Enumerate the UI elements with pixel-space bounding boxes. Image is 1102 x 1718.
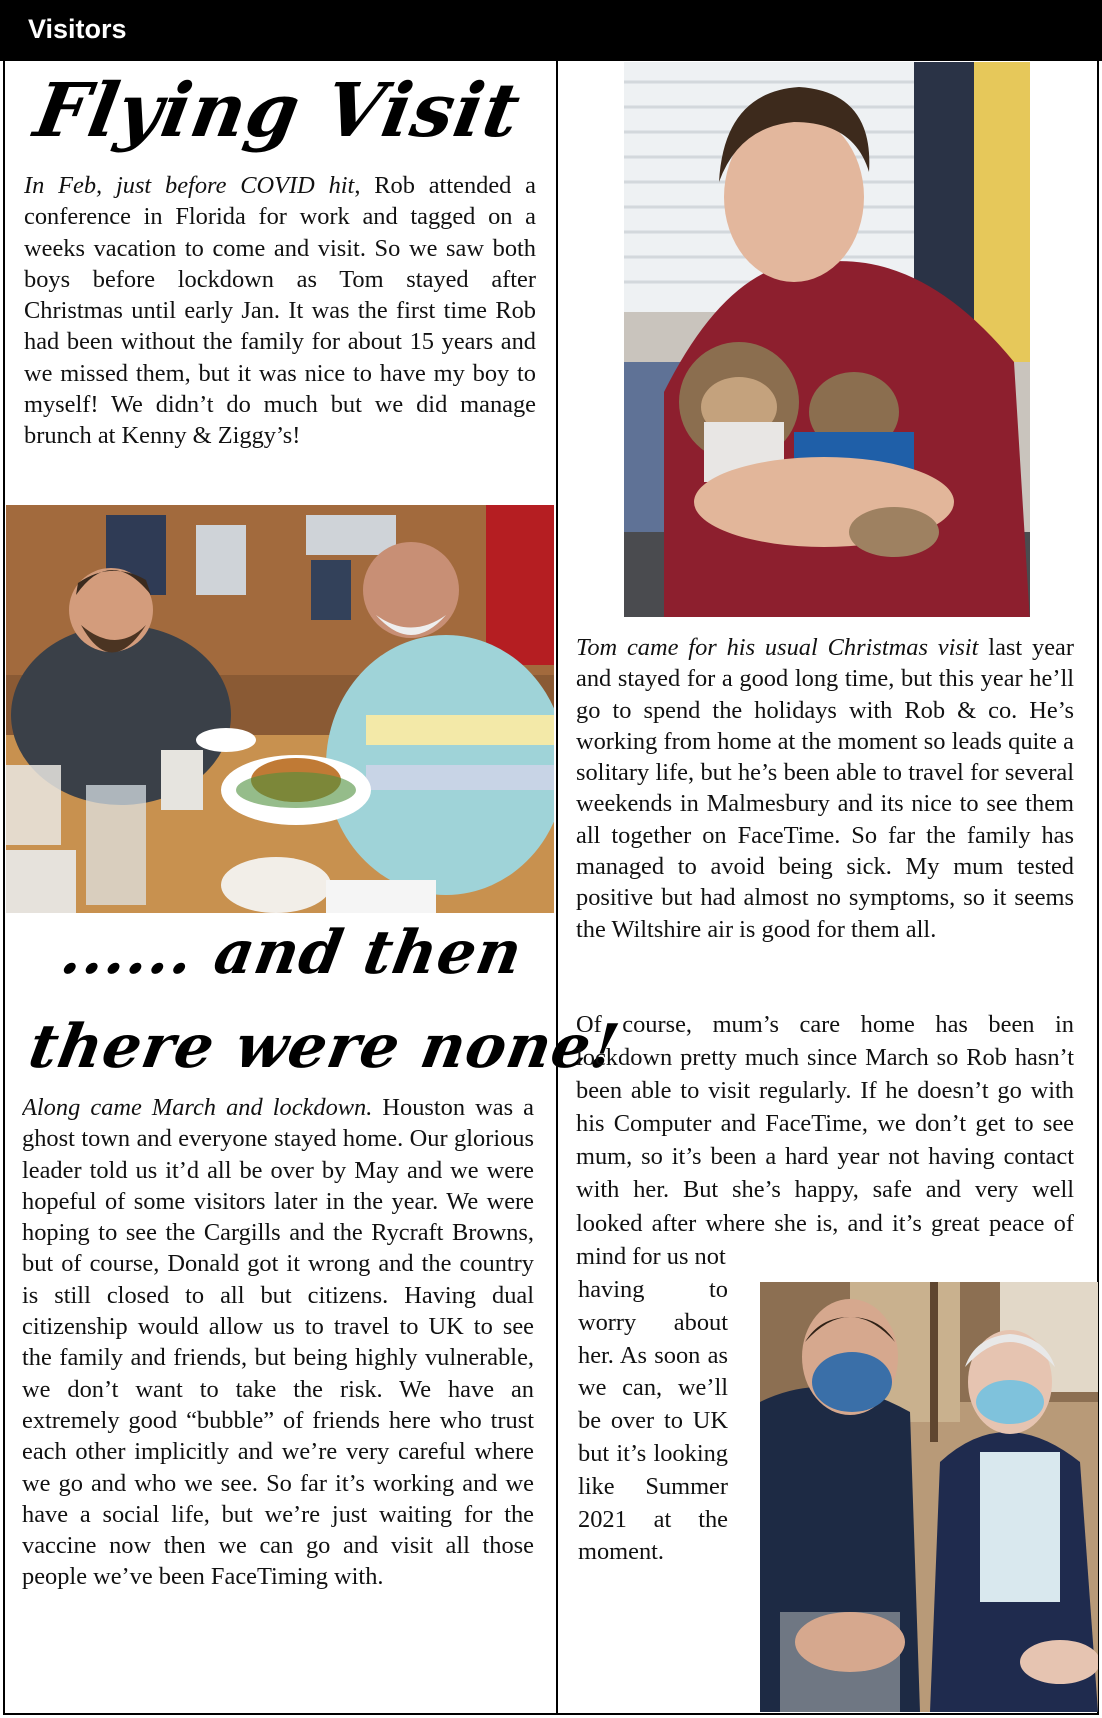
tom-photo (624, 62, 1030, 617)
carehome-paragraph (576, 1008, 1074, 1274)
intro-lead: In Feb, just before COVID hit (24, 172, 355, 199)
column-divider (556, 61, 558, 1715)
carehome-tail: having to worry about her. As soon as we can, we’ll be over to UK but it’s looking like Summer 2021 at the moment. (578, 1276, 728, 1566)
lockdown-body: Houston was a ghost town and everyone stayed home. Our glorious leader told us it’d all be over by May and we were hopeful of some visitors later in the year. We were hoping to see the Cargills and the Rycraft Browns, but of course, Donald got it wrong and the country is still closed to all but citizens. Having dual citizenship would allow us to travel to UK to see the family and friends, but being highly vulnerable, we don’t want to take the risk. We have an extremely good “bubble” of friends here who trust each other implicitly and we’re very careful where we go and who we see. So far it’s working and we have a social life, but we’re just waiting for the vaccine now then we can go and visit all those people we’ve been FaceTiming with. (22, 1094, 534, 1591)
flying-visit-title: Flying Visit (28, 68, 527, 154)
carehome-body: Of course, mum’s care home has been in lockdown pretty much since March so Rob hasn’t been able to visit regularly. If he doesn’t go with his Computer and FaceTime, we don’t get to see mum, so it’s been a hard year not having contact with her. But she’s happy, safe and very well looked after where she is, and it’s great peace of mind for us not (576, 1011, 1074, 1270)
tom-lead: Tom came for his usual Christmas visit (576, 634, 979, 661)
tom-body: last year and stayed for a good long time, but this year he’ll go to spend the holidays with Rob & co. He’s working from home at the moment so leads quite a solitary life, but he’s been able to travel for several weekends in Malmesbury and its nice to see them all together on FaceTime. So far the family has managed to avoid being sick. My mum tested positive but had almost no symptoms, so it seems the Wiltshire air is good for them all. (576, 634, 1074, 943)
and-then-title-line1: ...... and then (55, 918, 528, 988)
intro-body: , Rob attended a conference in Florida for work and tagged on a weeks vacation to come and visit. So we saw both boys before lockdown as Tom stayed after Christmas until early Jan. It was the first time Rob had been without the family for about 15 years and we missed them, but it was nice to have my boy to myself! We didn’t do much but we did manage brunch at Kenny & Ziggy’s! (24, 172, 536, 450)
lockdown-paragraph (22, 1092, 534, 1686)
carehome-tail-paragraph (578, 1274, 728, 1604)
rob-and-mum-photo (760, 1282, 1098, 1712)
intro-paragraph (24, 170, 536, 490)
and-then-title-line2: there were none! (23, 1012, 625, 1082)
lockdown-lead: Along came March and lockdown. (22, 1094, 373, 1121)
brunch-photo (6, 505, 554, 913)
section-header-bar (0, 0, 1102, 61)
tom-paragraph (576, 632, 1074, 1007)
section-label: Visitors (28, 14, 127, 44)
